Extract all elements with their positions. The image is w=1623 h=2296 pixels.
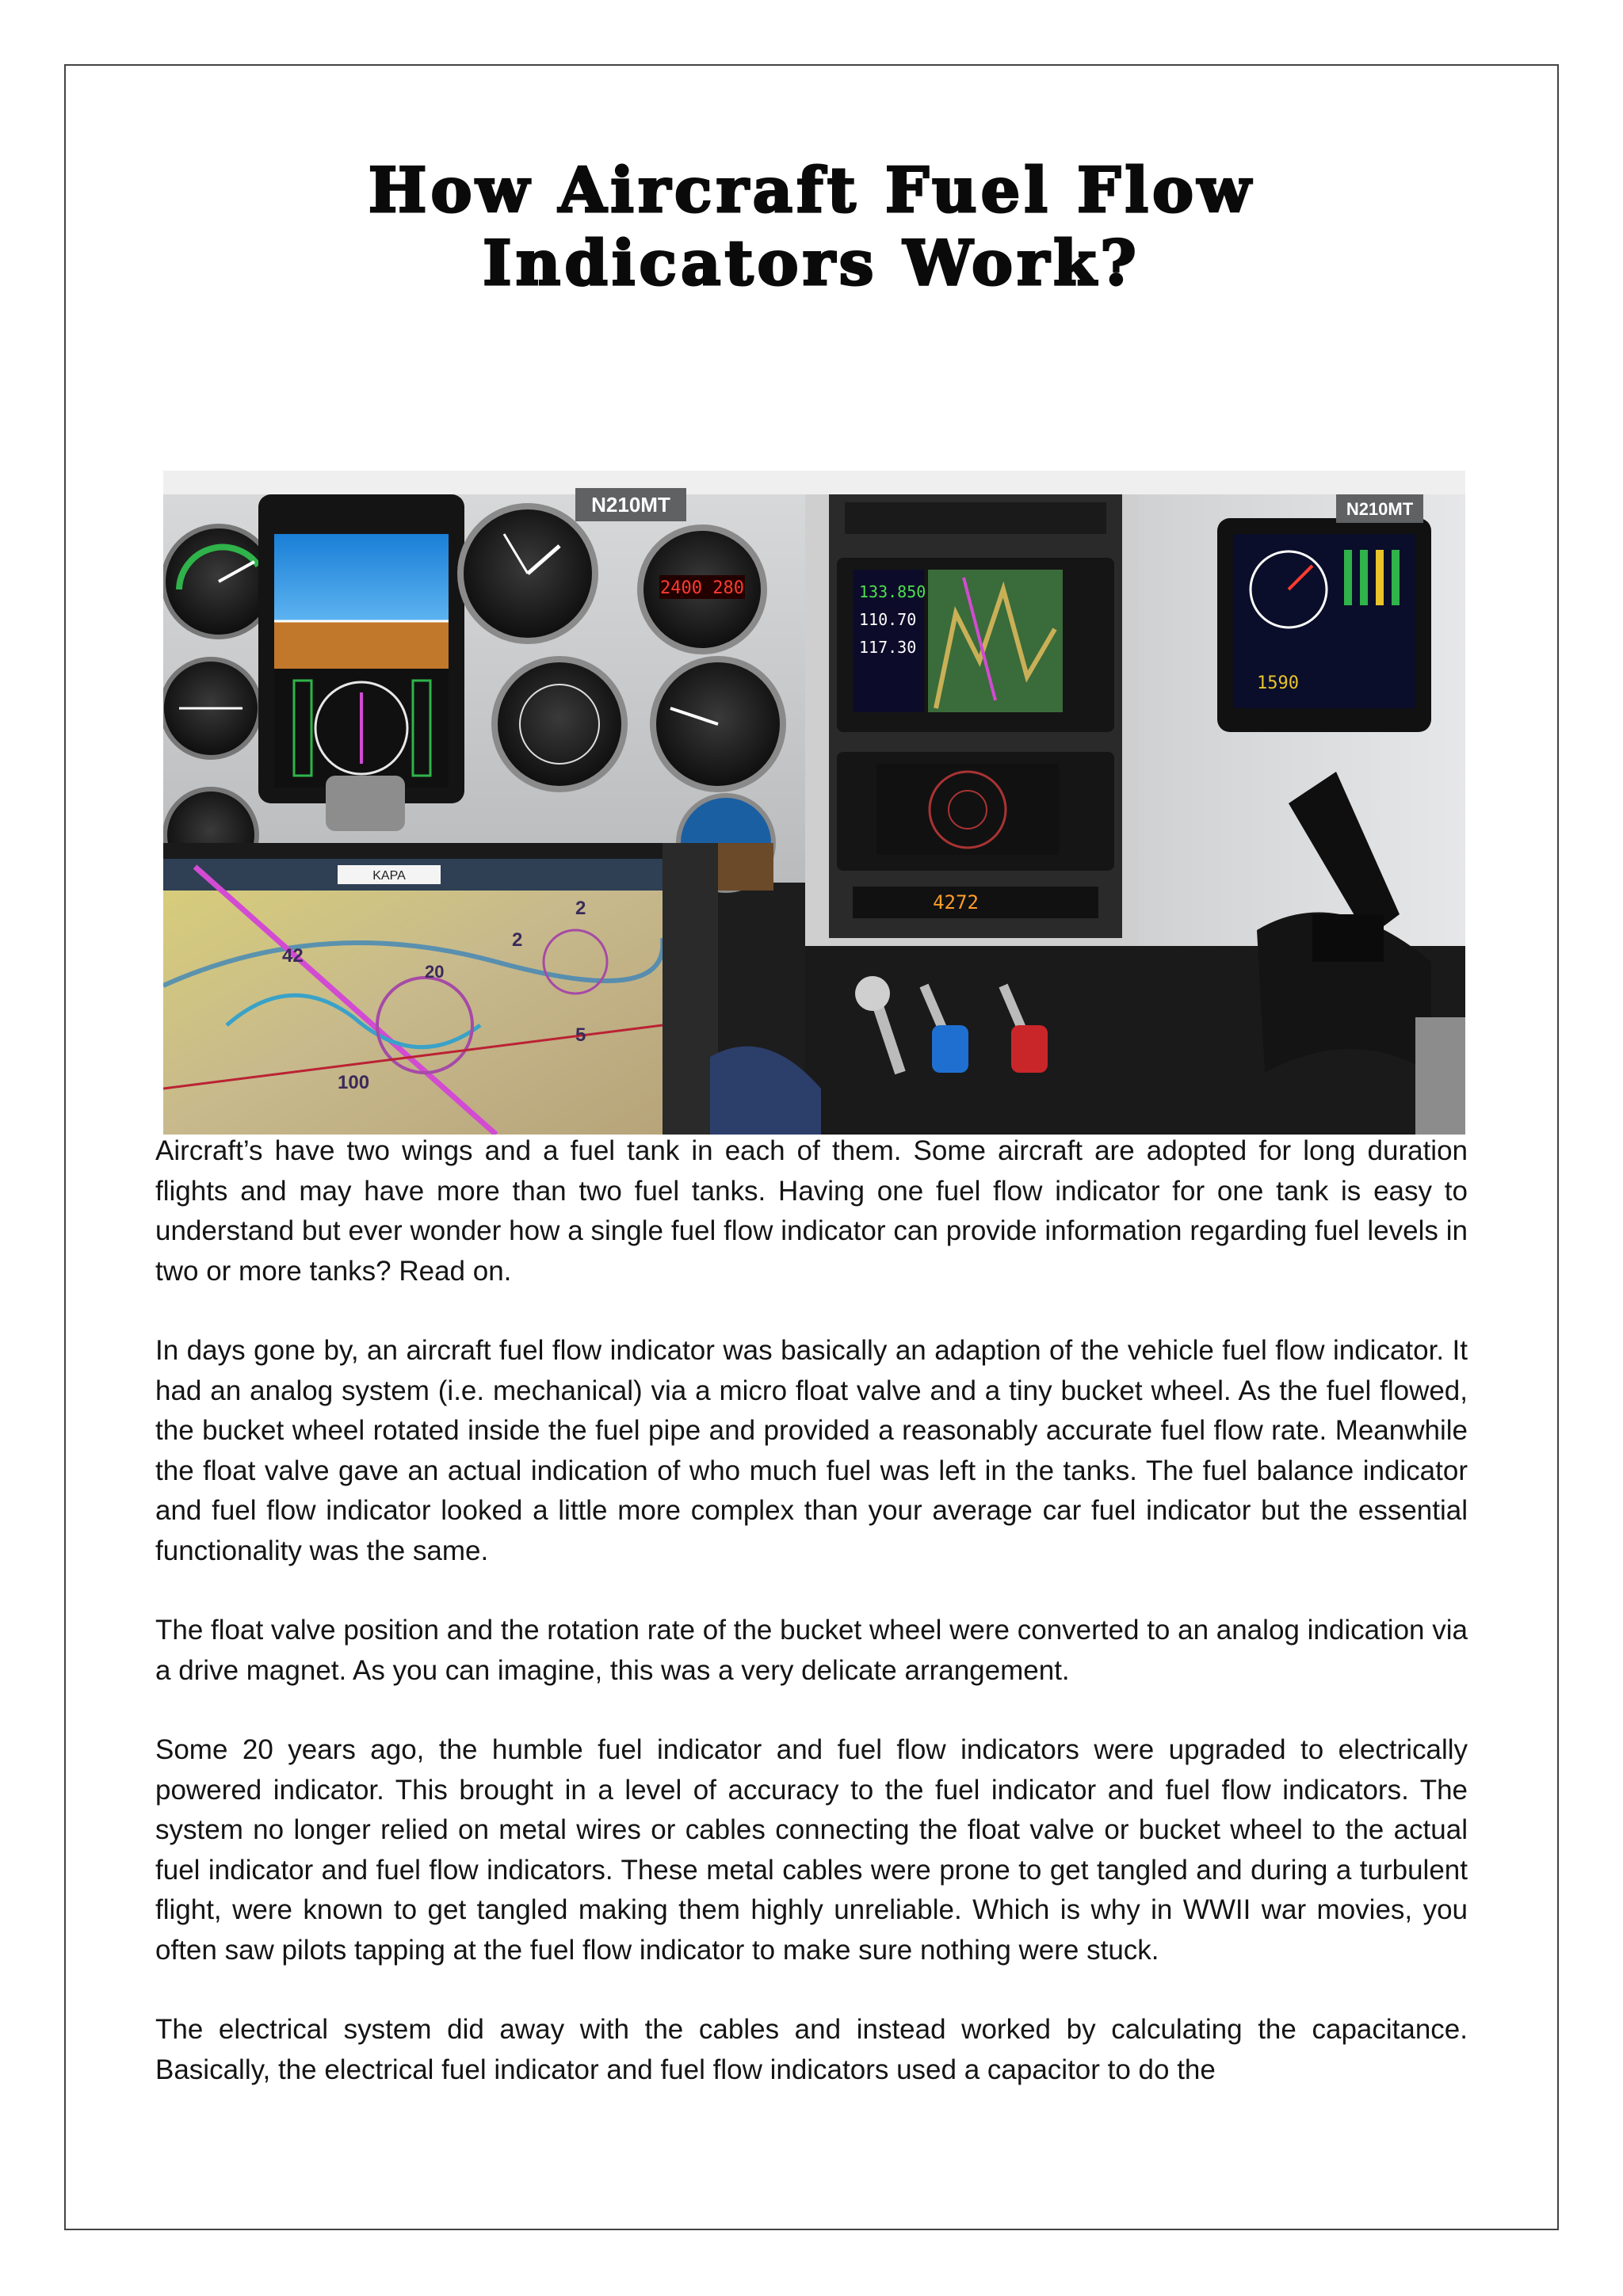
paragraph: The electrical system did away with the cables and instead worked by calculating the capacitance. Basically, the electrical fuel indicator and fuel flow indicators used a capacitor to do the	[155, 2014, 1468, 2085]
svg-text:20: 20	[425, 962, 445, 982]
paragraph: The float valve position and the rotation rate of the bucket wheel were converted to an analog indication via a drive magnet. As you can imagine, this was a very delicate arrangement.	[155, 1615, 1468, 1686]
radio-frequency: 4272	[933, 891, 979, 913]
clock-readout: 2400 280	[660, 578, 744, 598]
altimeter-gauge	[460, 506, 595, 641]
cockpit-photo	[163, 471, 1465, 1135]
svg-text:N210MT: N210MT	[1346, 499, 1414, 519]
tablet-device	[163, 843, 718, 1135]
article-body	[155, 1131, 1468, 2090]
document-title: How Aircraft Fuel Flow Indicators Work?	[368, 154, 1255, 299]
svg-text:42: 42	[282, 945, 304, 967]
cockpit-illustration	[163, 471, 1465, 1135]
svg-text:5: 5	[575, 1024, 586, 1046]
paragraph: Some 20 years ago, the humble fuel indicator and fuel flow indicators were upgraded to electrically powered indicator. This brought in a level of accuracy to the fuel indicator and fuel flow indicators. The system no longer relied on metal wires or cables connecting the float valve or bucket wheel to the actual fuel indicator and fuel flow indicators. These metal cables were prone to get tangled and during a turbulent flight, were known to get tangled making them highly unreliable. Which is why in WWII war movies, you often saw pilots tapping at the fuel flow indicator to make sure nothing were stuck.	[155, 1734, 1468, 1966]
engine-monitor	[1217, 494, 1431, 732]
panel-knob-housing	[326, 776, 405, 831]
vertical-speed-indicator	[653, 659, 783, 789]
svg-text:N210MT: N210MT	[591, 493, 670, 517]
svg-text:133.850: 133.850	[859, 582, 926, 601]
primary-flight-display	[258, 494, 464, 803]
heading-indicator	[495, 659, 624, 789]
side-panel	[1415, 1017, 1465, 1135]
paragraph: In days gone by, an aircraft fuel flow indicator was basically an adaption of the vehicle fuel flow indicator. It had an analog system (i.e. mechanical) via a micro float valve and a tiny bucket wheel. As the fuel flowed, the bucket wheel rotated inside the fuel pipe and provided a reasonably accurate fuel flow rate. Meanwhile the float valve gave an actual indication of who much fuel was left in the tanks. The fuel balance indicator and fuel flow indicator looked a little more complex than your average car fuel indicator but the essential functionality was the same.	[155, 1335, 1468, 1566]
svg-text:KAPA: KAPA	[372, 869, 406, 883]
svg-text:1590: 1590	[1257, 673, 1299, 693]
svg-text:2: 2	[575, 898, 586, 919]
avionics-stack	[829, 494, 1122, 938]
attitude-gauge-small	[163, 659, 260, 757]
svg-text:2: 2	[512, 929, 523, 951]
airspeed-gauge	[163, 526, 274, 637]
tail-number-placard	[575, 488, 686, 521]
clock-display	[640, 528, 764, 651]
paragraph: Aircraft’s have two wings and a fuel tank in each of them. Some aircraft are adopted for long duration flights and may have more than two fuel tanks. Having one fuel flow indicator for one tank is easy to understand but ever wonder how a single fuel flow indicator can provide information regarding fuel levels in two or more tanks? Read on.	[155, 1135, 1468, 1287]
svg-text:117.30: 117.30	[859, 638, 917, 657]
svg-text:110.70: 110.70	[859, 610, 917, 629]
svg-text:100: 100	[338, 1072, 370, 1093]
